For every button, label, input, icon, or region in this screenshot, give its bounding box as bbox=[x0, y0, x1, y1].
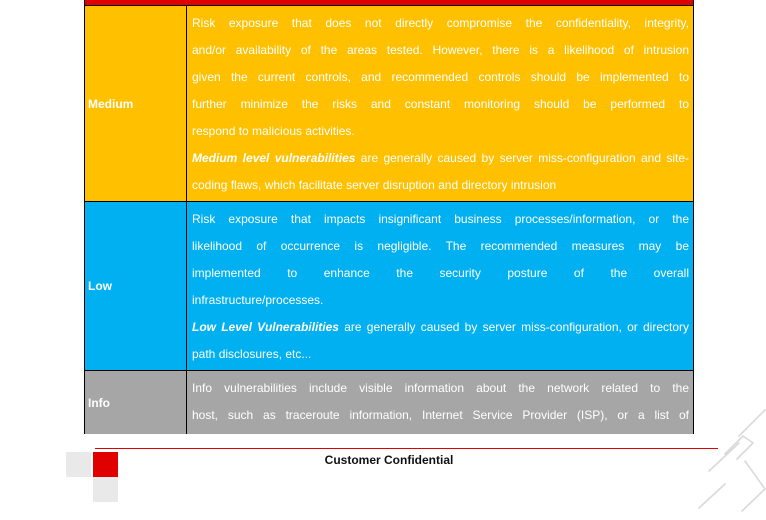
watermark-lower-stroke bbox=[742, 461, 765, 511]
medium-description-line-5: respond to malicious activities. bbox=[192, 124, 355, 138]
medium-vulnerability-note bbox=[192, 145, 689, 199]
footer-red-rule bbox=[95, 448, 718, 449]
low-risk-description bbox=[188, 202, 693, 370]
footer-title: Customer Confidential bbox=[324, 453, 454, 467]
low-vulnerability-note bbox=[192, 314, 689, 368]
medium-risk-description-paragraph bbox=[192, 10, 689, 145]
info-risk-description-paragraph bbox=[192, 375, 689, 429]
watermark-upper-stroke bbox=[739, 410, 765, 436]
logo-red-square bbox=[93, 452, 118, 477]
low-description-line-2: likelihood of occurrence is negligible. The recommended measures may be bbox=[192, 239, 689, 253]
info-risk-description bbox=[188, 371, 693, 434]
risk-level-low: Low bbox=[85, 202, 187, 370]
low-description-line-4: infrastructure/processes. bbox=[192, 293, 324, 307]
info-risk-row bbox=[85, 370, 693, 434]
medium-description-line-3: given the current controls, and recommended controls should be implemented to bbox=[192, 70, 689, 84]
watermark-bottom-stroke bbox=[699, 484, 725, 508]
medium-vulnerability-text: are generally caused by server miss-configuration and site-coding flaws, which facilitate server disruption and directory intrusion bbox=[192, 151, 690, 192]
medium-risk-row bbox=[85, 5, 693, 201]
low-description-line-1: Risk exposure that impacts insignificant business processes/information, or the bbox=[192, 212, 689, 226]
red-gray-square-logo-icon bbox=[66, 452, 118, 502]
medium-vulnerability-label: Medium level vulnerabilities bbox=[192, 151, 356, 165]
medium-risk-description bbox=[188, 6, 693, 201]
info-description-line-1: Info vulnerabilities include visible information about the network related to the bbox=[192, 381, 689, 395]
logo-gray-square-left bbox=[66, 452, 91, 477]
medium-description-line-2: and/or availability of the areas tested. However, there is a likelihood of intrusion bbox=[192, 43, 689, 57]
risk-level-info: Info bbox=[85, 371, 187, 434]
low-vulnerability-label: Low Level Vulnerabilities bbox=[192, 320, 339, 334]
medium-description-line-1: Risk exposure that does not directly compromise the confidentiality, integrity, bbox=[192, 16, 689, 30]
risk-level-medium: Medium bbox=[85, 6, 187, 201]
risk-rating-table bbox=[84, 0, 694, 434]
info-description-line-2: host, such as traceroute information, Internet Service Provider (ISP), or a list of bbox=[192, 408, 689, 422]
low-vulnerability-text: are generally caused by server miss-configuration, or directory path disclosures, etc... bbox=[192, 320, 690, 361]
logo-gray-square-bottom bbox=[93, 477, 118, 502]
low-risk-row bbox=[85, 201, 693, 370]
medium-description-line-4: further minimize the risks and constant monitoring should be performed to bbox=[192, 97, 689, 111]
low-description-line-3: implemented to enhance the security posture of the overall bbox=[192, 266, 689, 280]
low-risk-description-paragraph bbox=[192, 206, 689, 314]
